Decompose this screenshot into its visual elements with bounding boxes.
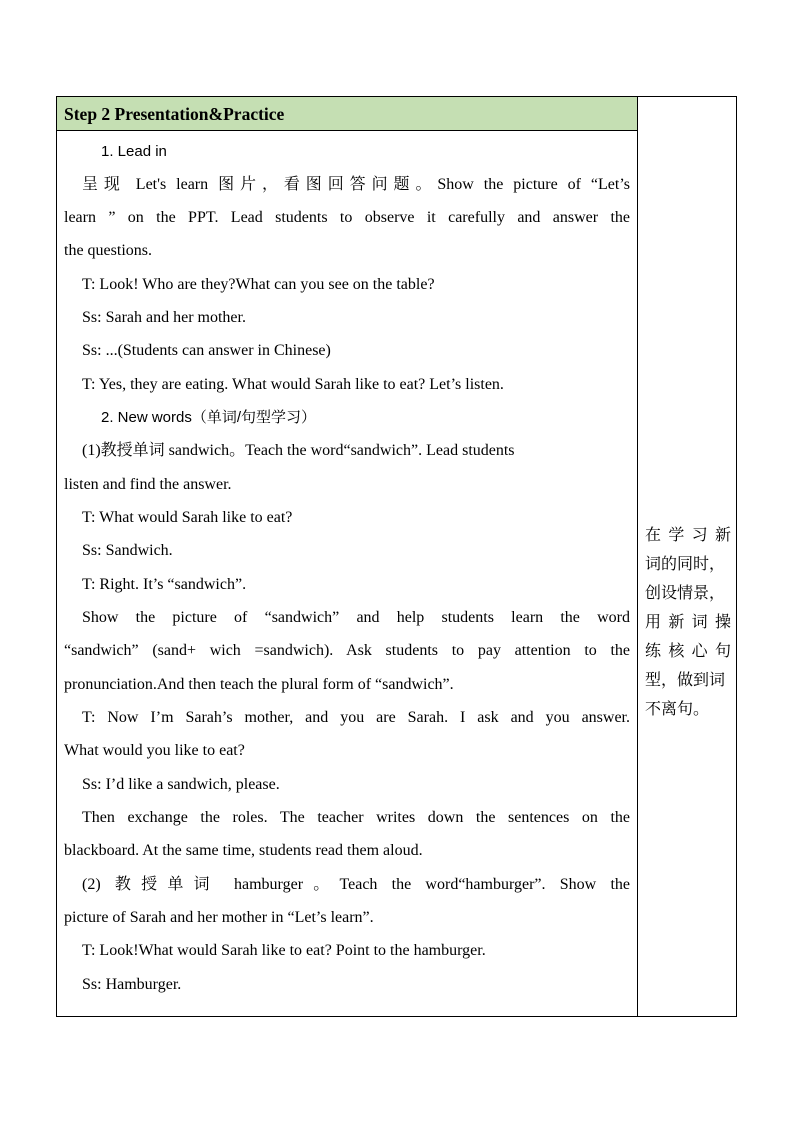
text-line: (2) 教授单词 hamburger。Teach the word“hamburger”. Show the bbox=[82, 876, 630, 893]
subheading-lead-in: 1. Lead in bbox=[101, 143, 167, 160]
text-line: Ss: Hamburger. bbox=[82, 976, 182, 993]
text-line: Then exchange the roles. The teacher writes down the sentences on the bbox=[82, 809, 630, 826]
text-line: listen and find the answer. bbox=[64, 476, 232, 493]
text-line: Ss: ...(Students can answer in Chinese) bbox=[82, 342, 331, 359]
design-intent-note bbox=[645, 520, 731, 723]
text-line: T: Right. It’s “sandwich”. bbox=[82, 576, 247, 593]
text-line: Ss: Sarah and her mother. bbox=[82, 309, 246, 326]
text-line: (1)教授单词 sandwich。Teach the word“sandwich”. Lead students bbox=[82, 442, 515, 459]
note-line: 练核心句 bbox=[645, 641, 731, 660]
step-title: Step 2 Presentation&Practice bbox=[64, 104, 285, 124]
text-line: Ss: Sandwich. bbox=[82, 542, 173, 559]
text-line: blackboard. At the same time, students read them aloud. bbox=[64, 842, 423, 859]
text-line: T: Yes, they are eating. What would Sarah like to eat? Let’s listen. bbox=[82, 376, 504, 393]
text-line: What would you like to eat? bbox=[64, 742, 245, 759]
subheading-new-words: 2. New words（单词/句型学习） bbox=[101, 409, 317, 426]
text-line: Show the picture of “sandwich” and help students learn the word bbox=[82, 609, 630, 626]
text-line: 呈现 Let's learn 图片，看图回答问题。Show the picture of “Let’s bbox=[82, 176, 630, 193]
note-line: 型，做到词 bbox=[645, 670, 726, 689]
step-header bbox=[57, 97, 637, 131]
column-divider bbox=[637, 97, 638, 1016]
text-line: T: Look! Who are they?What can you see on the table? bbox=[82, 276, 435, 293]
note-line: 用新词操 bbox=[645, 612, 731, 631]
text-line: picture of Sarah and her mother in “Let’s learn”. bbox=[64, 909, 374, 926]
note-line: 词的同时， bbox=[645, 554, 726, 573]
text-line: T: Now I’m Sarah’s mother, and you are Sarah. I ask and you answer. bbox=[82, 709, 630, 726]
lesson-table bbox=[56, 96, 737, 1017]
text-line: Ss: I’d like a sandwich, please. bbox=[82, 776, 280, 793]
note-line: 在学习新 bbox=[645, 525, 731, 544]
text-line: T: Look!What would Sarah like to eat? Point to the hamburger. bbox=[82, 942, 486, 959]
text-line: the questions. bbox=[64, 242, 152, 259]
note-line: 创设情景， bbox=[645, 583, 726, 602]
text-line: T: What would Sarah like to eat? bbox=[82, 509, 293, 526]
text-line: “sandwich” (sand+ wich =sandwich). Ask students to pay attention to the bbox=[64, 642, 630, 659]
text-line: learn ” on the PPT. Lead students to observe it carefully and answer the bbox=[64, 209, 630, 226]
text-line: pronunciation.And then teach the plural form of “sandwich”. bbox=[64, 676, 454, 693]
note-line: 不离句。 bbox=[645, 699, 710, 718]
